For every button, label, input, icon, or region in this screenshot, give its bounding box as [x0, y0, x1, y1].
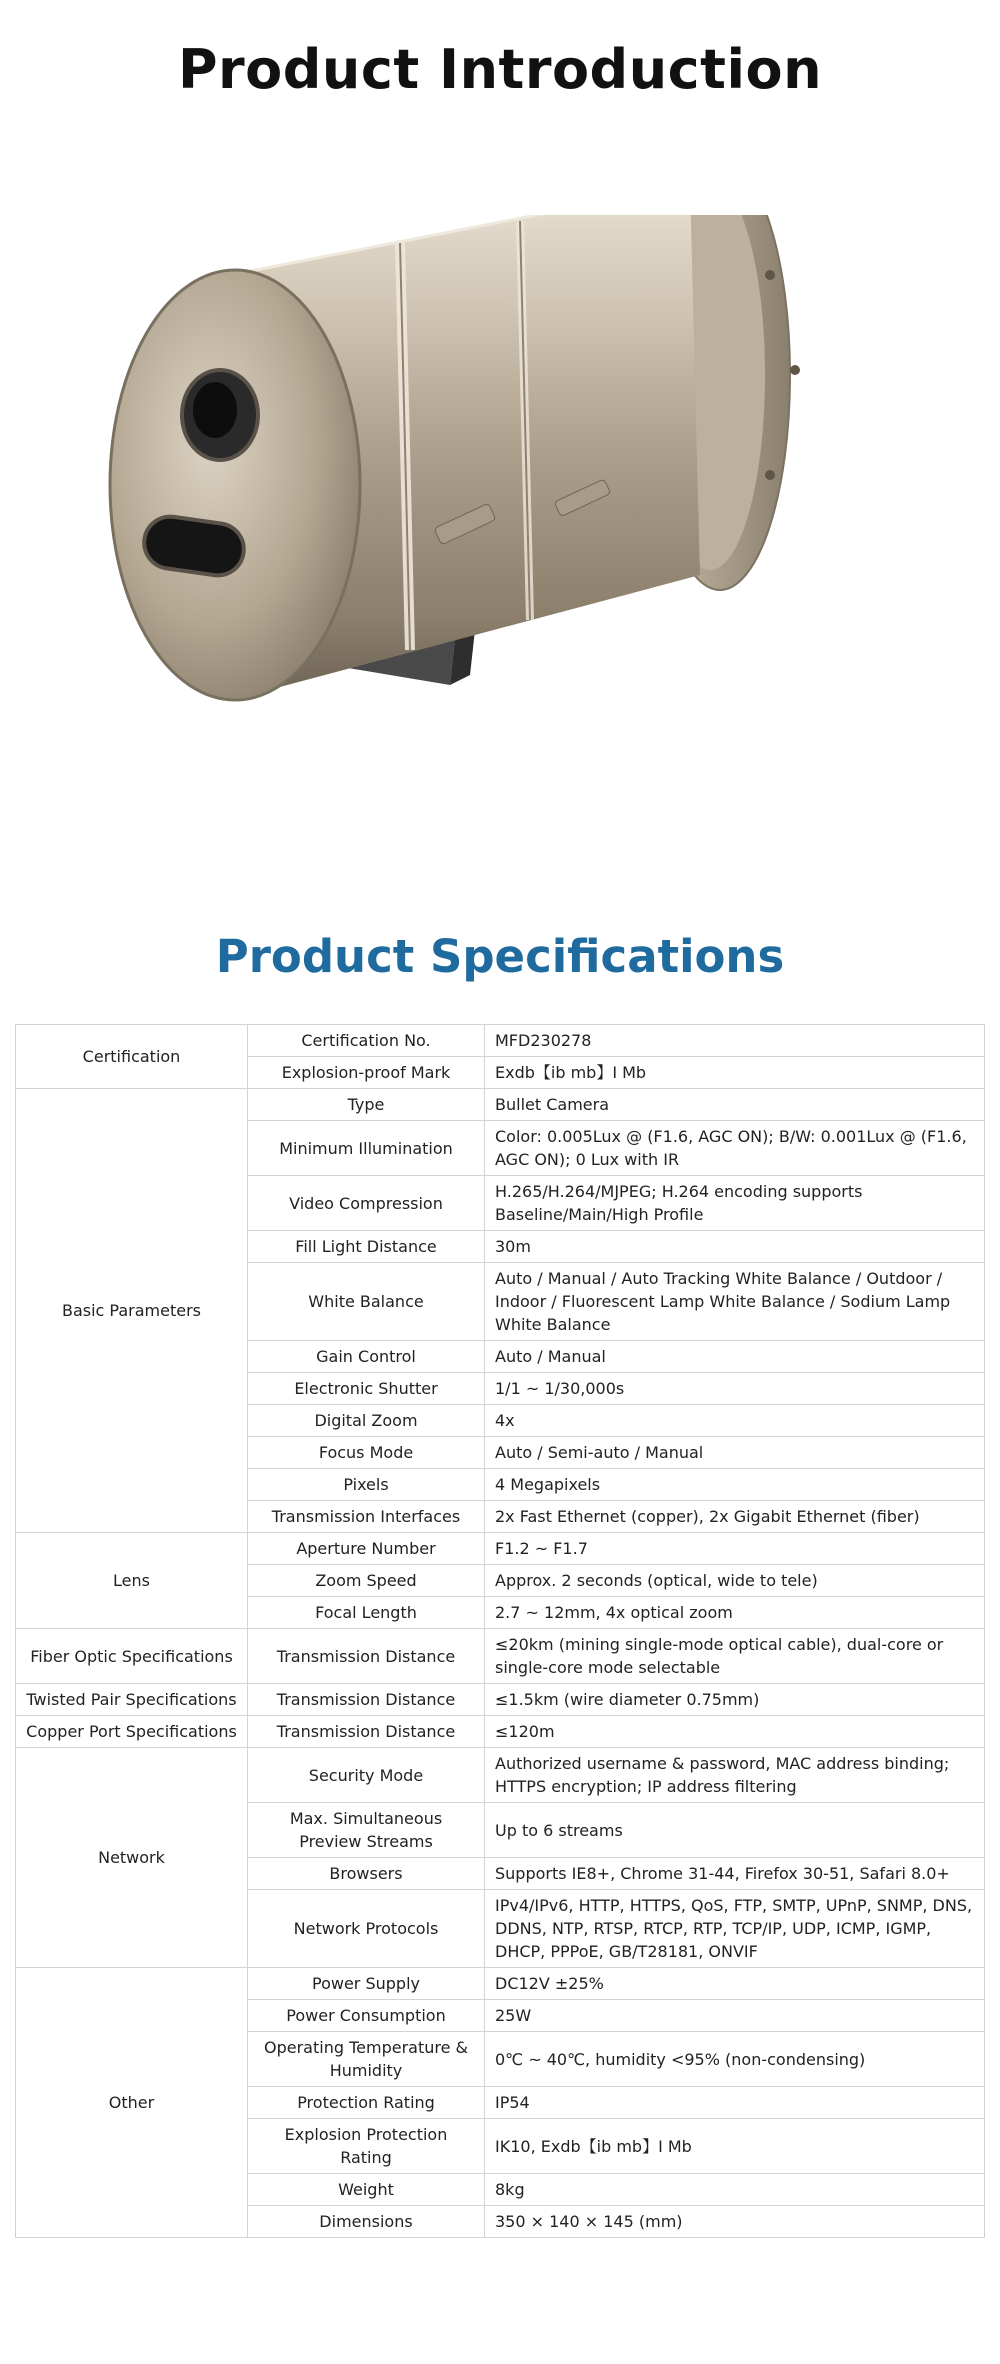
spec-value: 30m: [485, 1231, 985, 1263]
spec-label: White Balance: [248, 1263, 485, 1341]
spec-row: [16, 1716, 985, 1748]
spec-value: 1/1 ~ 1/30,000s: [485, 1373, 985, 1405]
spec-value: Auto / Semi-auto / Manual: [485, 1437, 985, 1469]
spec-label: Minimum Illumination: [248, 1121, 485, 1176]
spec-group-name: Twisted Pair Specifications: [16, 1684, 248, 1716]
page-title: Product Introduction: [177, 38, 823, 101]
spec-label: Security Mode: [248, 1748, 485, 1803]
spec-row: [16, 1968, 985, 2000]
spec-label: Transmission Distance: [248, 1629, 485, 1684]
spec-title: Product Specifications: [215, 930, 785, 983]
spec-label: Transmission Distance: [248, 1716, 485, 1748]
spec-value: Up to 6 streams: [485, 1803, 985, 1858]
spec-label: Explosion Protection Rating: [248, 2119, 485, 2174]
spec-value: 4x: [485, 1405, 985, 1437]
spec-label: Gain Control: [248, 1341, 485, 1373]
spec-value: Color: 0.005Lux @ (F1.6, AGC ON); B/W: 0.001Lux @ (F1.6, AGC ON); 0 Lux with IR: [485, 1121, 985, 1176]
spec-value: ≤1.5km (wire diameter 0.75mm): [485, 1684, 985, 1716]
spec-label: Power Supply: [248, 1968, 485, 2000]
spec-label: Browsers: [248, 1858, 485, 1890]
spec-value: Supports IE8+, Chrome 31-44, Firefox 30-51, Safari 8.0+: [485, 1858, 985, 1890]
spec-label: Network Protocols: [248, 1890, 485, 1968]
spec-label: Transmission Interfaces: [248, 1501, 485, 1533]
spec-label: Transmission Distance: [248, 1684, 485, 1716]
spec-value: 0℃ ~ 40℃, humidity <95% (non-condensing): [485, 2032, 985, 2087]
spec-group-name: Network: [16, 1748, 248, 1968]
spec-label: Max. Simultaneous Preview Streams: [248, 1803, 485, 1858]
spec-label: Power Consumption: [248, 2000, 485, 2032]
spec-label: Electronic Shutter: [248, 1373, 485, 1405]
spec-label: Operating Temperature & Humidity: [248, 2032, 485, 2087]
spec-value: ≤120m: [485, 1716, 985, 1748]
spec-value: IPv4/IPv6, HTTP, HTTPS, QoS, FTP, SMTP, UPnP, SNMP, DNS, DDNS, NTP, RTSP, RTCP, RTP, TCP/IP, UDP, ICMP, IGMP, DHCP, PPPoE, GB/T28181, ONVIF: [485, 1890, 985, 1968]
spec-value: IP54: [485, 2087, 985, 2119]
spec-label: Explosion-proof Mark: [248, 1057, 485, 1089]
spec-label: Zoom Speed: [248, 1565, 485, 1597]
spec-value: 25W: [485, 2000, 985, 2032]
spec-label: Certification No.: [248, 1025, 485, 1057]
spec-value: Auto / Manual / Auto Tracking White Balance / Outdoor / Indoor / Fluorescent Lamp White Balance / Sodium Lamp White Balance: [485, 1263, 985, 1341]
spec-value: Auto / Manual: [485, 1341, 985, 1373]
spec-value: 8kg: [485, 2174, 985, 2206]
spec-row: [16, 1533, 985, 1565]
spec-value: 4 Megapixels: [485, 1469, 985, 1501]
spec-row: [16, 1684, 985, 1716]
spec-group-name: Copper Port Specifications: [16, 1716, 248, 1748]
spec-value: Exdb【ib mb】I Mb: [485, 1057, 985, 1089]
spec-label: Video Compression: [248, 1176, 485, 1231]
spec-value: F1.2 ~ F1.7: [485, 1533, 985, 1565]
spec-label: Weight: [248, 2174, 485, 2206]
spec-group-name: Fiber Optic Specifications: [16, 1629, 248, 1684]
spec-row: [16, 1629, 985, 1684]
spec-value: ≤20km (mining single-mode optical cable), dual-core or single-core mode selectable: [485, 1629, 985, 1684]
spec-label: Focus Mode: [248, 1437, 485, 1469]
spec-row: [16, 1025, 985, 1057]
spec-label: Digital Zoom: [248, 1405, 485, 1437]
spec-table: [15, 1024, 985, 2238]
spec-label: Protection Rating: [248, 2087, 485, 2119]
spec-value: MFD230278: [485, 1025, 985, 1057]
spec-value: 2x Fast Ethernet (copper), 2x Gigabit Ethernet (fiber): [485, 1501, 985, 1533]
spec-label: Dimensions: [248, 2206, 485, 2238]
camera-housing-image: [100, 215, 900, 795]
spec-value: 350 × 140 × 145 (mm): [485, 2206, 985, 2238]
spec-value: 2.7 ~ 12mm, 4x optical zoom: [485, 1597, 985, 1629]
spec-value: Authorized username & password, MAC address binding; HTTPS encryption; IP address filtering: [485, 1748, 985, 1803]
spec-label: Fill Light Distance: [248, 1231, 485, 1263]
spec-row: [16, 1089, 985, 1121]
spec-value: H.265/H.264/MJPEG; H.264 encoding supports Baseline/Main/High Profile: [485, 1176, 985, 1231]
spec-value: DC12V ±25%: [485, 1968, 985, 2000]
spec-value: Approx. 2 seconds (optical, wide to tele): [485, 1565, 985, 1597]
spec-group-name: Certification: [16, 1025, 248, 1089]
spec-label: Type: [248, 1089, 485, 1121]
spec-row: [16, 1748, 985, 1803]
spec-value: IK10, Exdb【ib mb】I Mb: [485, 2119, 985, 2174]
spec-label: Aperture Number: [248, 1533, 485, 1565]
spec-label: Pixels: [248, 1469, 485, 1501]
spec-group-name: Other: [16, 1968, 248, 2238]
spec-label: Focal Length: [248, 1597, 485, 1629]
spec-group-name: Lens: [16, 1533, 248, 1629]
spec-group-name: Basic Parameters: [16, 1089, 248, 1533]
spec-value: Bullet Camera: [485, 1089, 985, 1121]
